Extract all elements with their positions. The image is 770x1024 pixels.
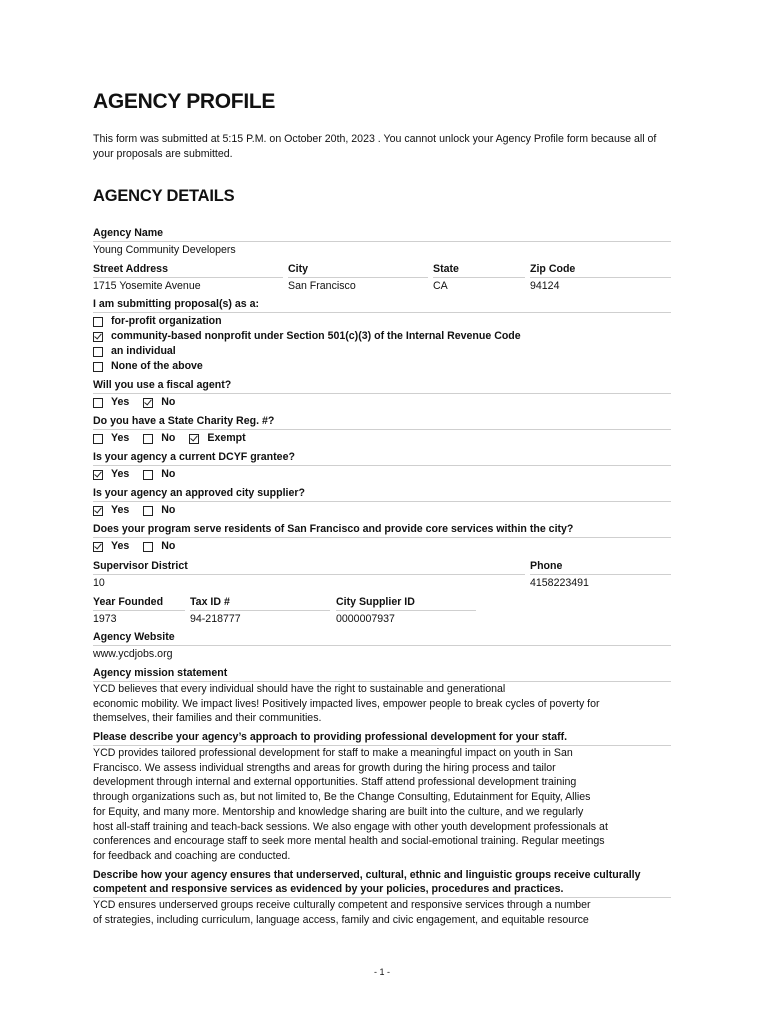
label-line: competent and responsive services as evidenced by your policies, procedures and practices.: [93, 883, 564, 895]
page-title: AGENCY PROFILE: [93, 90, 276, 113]
label-line: Describe how your agency ensures that underserved, cultural, ethnic and linguistic groups receive culturally: [93, 869, 641, 881]
proposal-option-label: None of the above: [111, 360, 203, 372]
checkbox-icon[interactable]: [143, 398, 153, 408]
professional-development-text: [93, 746, 671, 864]
city-label: City: [288, 263, 309, 275]
page-number: - 1 -: [373, 967, 390, 977]
website-field: [93, 630, 671, 661]
text-line: Francisco. We assess individual strengths and areas for growth during the hiring process and tailor: [93, 761, 556, 774]
text-line: through organizations such as, but not limited to, Be the Change Consulting, Edutainment for Equity, Allies: [93, 791, 591, 804]
year-founded-label: Year Founded: [93, 596, 164, 608]
fiscal-agent-no[interactable]: [143, 395, 175, 410]
street-address-value: 1715 Yosemite Avenue: [93, 277, 283, 293]
serve-sf-question: Does your program serve residents of San Francisco and provide core services within the city?: [93, 523, 574, 535]
agency-name-label: Agency Name: [93, 227, 164, 239]
serve-sf-yes[interactable]: [93, 539, 129, 554]
checkbox-icon[interactable]: [93, 362, 103, 372]
option-label: Yes: [111, 468, 130, 480]
option-label: No: [161, 468, 176, 480]
city-supplier-id-value: 0000007937: [336, 610, 476, 626]
proposal-option-label: an individual: [111, 345, 176, 357]
section-title: AGENCY DETAILS: [93, 187, 235, 205]
checkbox-icon[interactable]: [93, 506, 103, 516]
checkbox-icon[interactable]: [93, 470, 103, 480]
city-supplier-no[interactable]: [143, 503, 175, 518]
charity-reg-yes[interactable]: [93, 431, 129, 446]
supervisor-district-label: Supervisor District: [93, 560, 188, 572]
checkbox-icon[interactable]: [93, 347, 103, 357]
charity-reg-question: Do you have a State Charity Reg. #?: [93, 415, 275, 427]
fiscal-agent-field: [93, 378, 671, 410]
dcyf-grantee-yes[interactable]: [93, 467, 129, 482]
proposal-option-0[interactable]: [93, 314, 671, 329]
submission-notice: This form was submitted at 5:15 P.M. on October 20th, 2023 . You cannot unlock your Agency Profile form because all of your proposals are submitted.: [93, 133, 657, 160]
text-line: development through internal and external opportunities. Staff attend professional development training: [93, 776, 577, 789]
phone-value: 4158223491: [530, 574, 671, 590]
option-label: No: [161, 396, 176, 408]
proposal-option-label: for-profit organization: [111, 315, 222, 327]
text-line: YCD ensures underserved groups receive culturally competent and responsive services through a number: [93, 899, 591, 911]
dcyf-grantee-field: [93, 450, 671, 482]
fiscal-agent-question: Will you use a fiscal agent?: [93, 379, 232, 391]
proposal-type-question: I am submitting proposal(s) as a:: [93, 298, 259, 310]
option-label: No: [161, 432, 176, 444]
proposal-option-1[interactable]: [93, 329, 671, 344]
text-line: YCD provides tailored professional development for staff to make a meaningful impact on youth in San: [93, 747, 573, 759]
city-supplier-question: Is your agency an approved city supplier?: [93, 487, 305, 499]
underserved-groups-field: [93, 868, 671, 927]
street-address-field: [93, 262, 283, 293]
phone-label: Phone: [530, 560, 563, 572]
underserved-groups-label: [93, 868, 671, 897]
checkbox-icon[interactable]: [93, 317, 103, 327]
dcyf-grantee-question: Is your agency a current DCYF grantee?: [93, 451, 295, 463]
option-label: No: [161, 504, 176, 516]
website-label: Agency Website: [93, 631, 175, 643]
phone-field: [530, 559, 671, 590]
proposal-type-field: [93, 297, 671, 374]
zip-code-label: Zip Code: [530, 263, 576, 275]
option-label: Yes: [111, 540, 130, 552]
website-value: www.ycdjobs.org: [93, 645, 671, 661]
option-label: Exempt: [207, 432, 246, 444]
fiscal-agent-yes[interactable]: [93, 395, 129, 410]
checkbox-icon[interactable]: [93, 542, 103, 552]
option-label: No: [161, 540, 176, 552]
option-label: Yes: [111, 504, 130, 516]
professional-development-field: [93, 730, 671, 864]
zip-code-field: [530, 262, 671, 293]
proposal-option-label: community-based nonprofit under Section 501(c)(3) of the Internal Revenue Code: [111, 330, 521, 342]
mission-label: Agency mission statement: [93, 667, 228, 679]
state-label: State: [433, 263, 459, 275]
checkbox-icon[interactable]: [143, 542, 153, 552]
option-label: Yes: [111, 432, 130, 444]
checkbox-icon[interactable]: [93, 332, 103, 342]
professional-development-label: Please describe your agency’s approach to providing professional development for your staff.: [93, 731, 568, 743]
serve-sf-field: [93, 522, 671, 554]
zip-code-value: 94124: [530, 277, 671, 293]
option-label: Yes: [111, 396, 130, 408]
proposal-option-2[interactable]: [93, 344, 671, 359]
tax-id-value: 94-218777: [190, 610, 330, 626]
city-supplier-id-field: [336, 595, 476, 626]
agency-name-value: Young Community Developers: [93, 241, 671, 257]
proposal-option-3[interactable]: [93, 359, 671, 374]
checkbox-icon[interactable]: [189, 434, 199, 444]
underserved-groups-text: [93, 898, 671, 927]
year-founded-field: [93, 595, 185, 626]
checkbox-icon[interactable]: [143, 506, 153, 516]
checkbox-icon[interactable]: [93, 398, 103, 408]
tax-id-label: Tax ID #: [190, 596, 230, 608]
mission-text: [93, 682, 671, 726]
city-supplier-yes[interactable]: [93, 503, 129, 518]
checkbox-icon[interactable]: [143, 434, 153, 444]
charity-reg-field: [93, 414, 671, 446]
street-address-label: Street Address: [93, 263, 168, 275]
checkbox-icon[interactable]: [143, 470, 153, 480]
text-line: for feedback and coaching are conducted.: [93, 849, 291, 862]
text-line: conferences and encourage staff to seek more mental health and social-emotional training. Regular meetings: [93, 835, 605, 848]
dcyf-grantee-no[interactable]: [143, 467, 175, 482]
text-line: host all-staff training and teach-back sessions. We also engage with other youth development professionals at: [93, 820, 608, 833]
city-field: [288, 262, 428, 293]
supervisor-district-value: 10: [93, 574, 525, 590]
city-supplier-field: [93, 486, 671, 518]
text-line: economic mobility. We impact lives! Positively impacted lives, empower people to break cycles of poverty for: [93, 697, 600, 710]
city-supplier-id-label: City Supplier ID: [336, 596, 415, 608]
charity-reg-no[interactable]: [143, 431, 175, 446]
city-value: San Francisco: [288, 277, 428, 293]
text-line: YCD believes that every individual should have the right to sustainable and generational: [93, 683, 506, 695]
text-line: for Equity, and many more. Mentorship and knowledge sharing are built into the culture, and we regularly: [93, 805, 584, 818]
state-value: CA: [433, 277, 525, 293]
checkbox-icon[interactable]: [93, 434, 103, 444]
year-founded-value: 1973: [93, 610, 185, 626]
supervisor-district-field: [93, 559, 525, 590]
mission-field: [93, 666, 671, 726]
text-line: themselves, their families and their communities.: [93, 712, 322, 725]
charity-reg-exempt[interactable]: [189, 431, 245, 446]
tax-id-field: [190, 595, 330, 626]
serve-sf-no[interactable]: [143, 539, 175, 554]
text-line: of strategies, including curriculum, language access, family and civic engagement, and equitable resource: [93, 913, 589, 926]
state-field: [433, 262, 525, 293]
agency-name-field: [93, 226, 671, 257]
